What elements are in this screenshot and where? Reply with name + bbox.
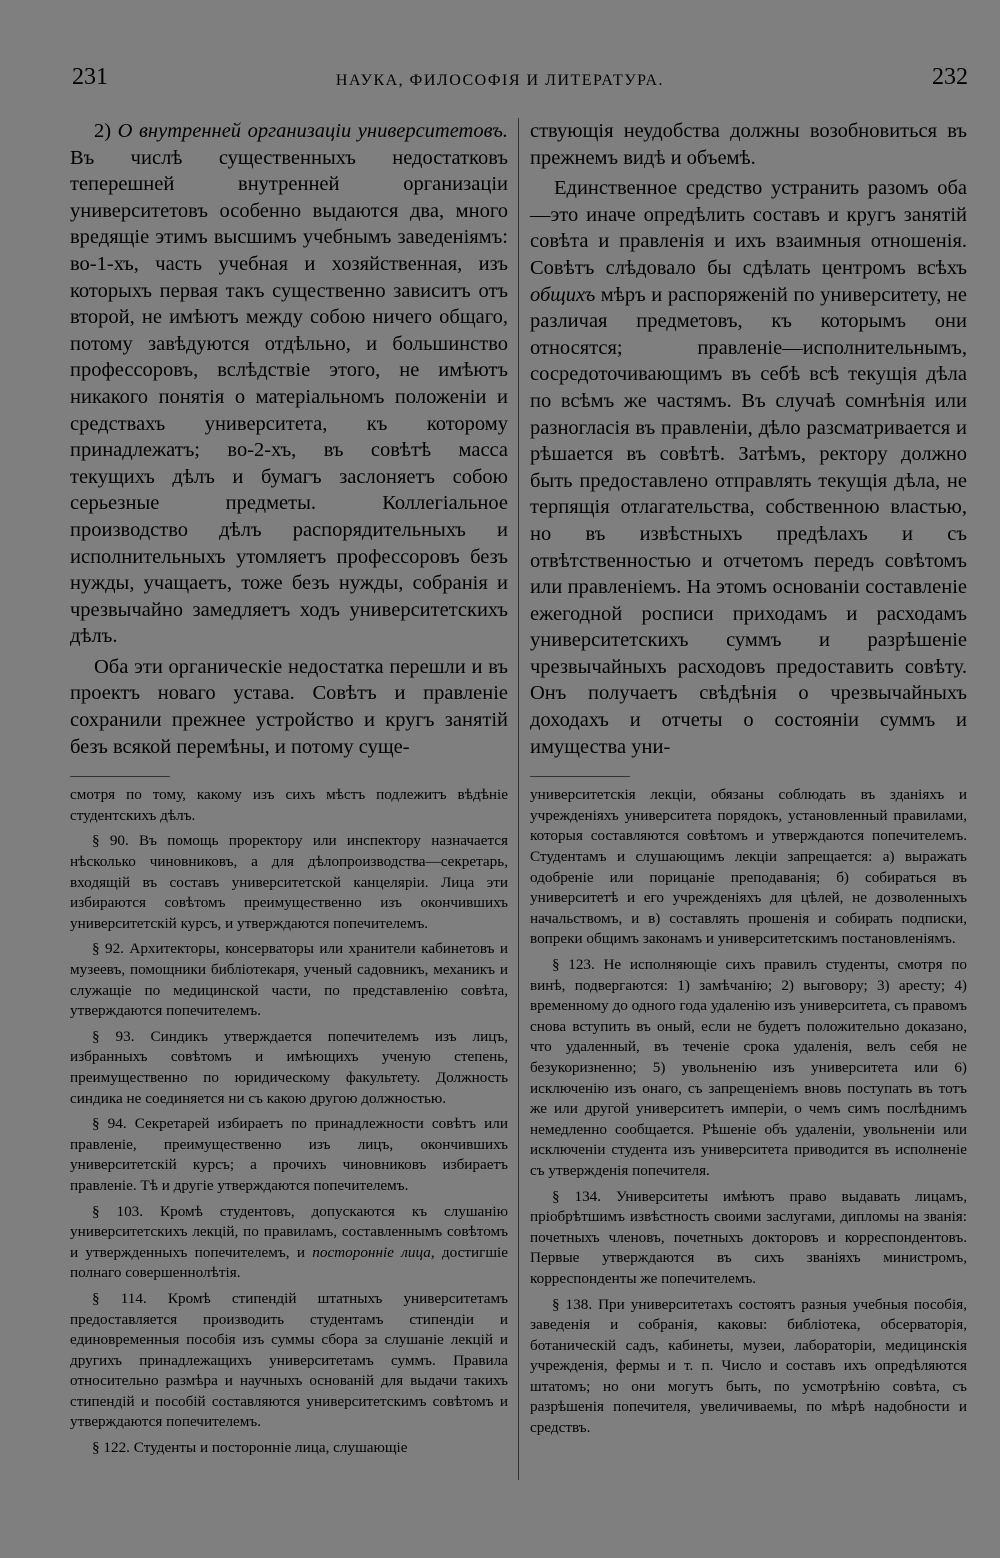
footnote-122-continued: университетскія лекціи, обязаны соблюдать въ зданіяхъ и учрежденіяхъ университета порядокъ, установленный правилами, которыя составляются совѣтомъ и утверждаются попечителемъ. Студентамъ и слушающимъ лекціи запрещается: а) выражать одобреніе или порицаніе преподаванія; б) собираться въ университетѣ и его учрежденіяхъ для цѣлей, не дозволенныхъ начальствомъ, и в) составлять прошенія и собирать подписки, вопреки общимъ законамъ и университетскимъ постановленіямъ. — [530, 786, 967, 948]
right-main-text — [530, 118, 967, 760]
footnote-92: § 92. Архитекторы, консерваторы или хранители кабинетовъ и музеевъ, помощники библіотекаря, ученый садовникъ, механикъ и служащіе по медицинской части, по представленію совѣта, утверждаются попечителемъ. — [70, 940, 508, 1020]
right-footnotes — [530, 785, 967, 1438]
left-main-text — [70, 118, 508, 760]
right-paragraph-1-a: Единственное средство устранить разомъ оба—это иначе опредѣлить составъ и кругъ занятій совѣта и правленія и ихъ взаимныя отношенія. Совѣтъ слѣдовало бы сдѣлать центромъ всѣхъ — [530, 177, 967, 279]
footnote-123: § 123. Не исполняющіе сихъ правилъ студенты, смотря по винѣ, подвергаются: 1) замѣчанію; 2) выговору; 3) аресту; 4) временному до одного года удаленію изъ университета, съ правомъ снова вступить въ оный, если не будетъ положительно доказано, что удаленный, въ теченіе срока удаленія, велъ себя не безукоризненно; 5) увольненію изъ университета или 6) исключенію изъ онаго, съ запрещеніемъ вновь поступать въ тотъ же или другой университетъ имперіи, о чемъ симъ послѣднимъ немедленно сообщается. Рѣшеніе объ удаленіи, увольненіи или исключеніи студента изъ университета приводится въ исполненіе съ утвержденія попечителя. — [530, 956, 967, 1179]
section-heading: О внутренней организаціи университетовъ. — [117, 120, 509, 142]
running-title: НАУКА, ФИЛОСОФІЯ И ЛИТЕРАТУРА. — [335, 72, 665, 89]
right-paragraph-0: ствующія неудобства должны возобновиться въ прежнемъ видѣ и объемѣ. — [530, 120, 967, 169]
column-divider — [518, 118, 519, 1480]
left-footnotes — [70, 785, 508, 1458]
footnote-103-italic: посторонніе лица, — [312, 1243, 435, 1261]
left-paragraph-1 — [70, 118, 508, 650]
page-header — [0, 64, 1000, 104]
right-paragraph-1-italic: общихъ — [530, 283, 596, 306]
footnote-separator — [70, 776, 170, 777]
footnote-103-a: § 103. Кромѣ студентовъ, допускаются къ слушанію университетскихъ лекцій, по правиламъ, составленнымъ совѣтомъ и утвержденныхъ попечителемъ, и — [70, 1202, 508, 1261]
footnote-103 — [70, 1202, 508, 1284]
page-number-right: 232 — [932, 64, 968, 90]
footnote-93: § 93. Синдикъ утверждается попечителемъ изъ лицъ, избранныхъ совѣтомъ и имѣющихъ ученую степень, преимущественно по юридическому факультету. Должность синдика не соединяется ни съ какою другою должностью. — [70, 1027, 508, 1107]
footnote-103-b: достигшіе полнаго совершеннолѣтія. — [70, 1243, 508, 1282]
footnote-separator — [530, 776, 630, 777]
right-paragraph-1 — [530, 175, 967, 760]
footnote-138: § 138. При университетахъ состоятъ разныя учебныя пособія, заведенія и собранія, каковы: библіотека, обсерваторія, ботаническій садъ, кабинеты, музеи, лабораторіи, медицинскія учрежденія, фермы и т. п. Число и составъ ихъ опредѣляются штатомъ; но они могутъ быть, по усмотрѣнію совѣта, съ разрѣшенія попечителя, увеличиваемы, по мѣрѣ надобности и средствъ. — [530, 1295, 967, 1437]
footnote-122: § 122. Студенты и посторонніе лица, слушающіе — [92, 1439, 408, 1457]
right-column — [530, 118, 967, 1444]
left-column — [70, 118, 508, 1464]
footnote-continued: смотря по тому, какому изъ сихъ мѣстъ подлежитъ вѣдѣніе студентскихъ дѣлъ. — [70, 786, 508, 824]
footnote-114: § 114. Кромѣ стипендій штатныхъ университетамъ предоставляется производить студентамъ стипендіи и единовременныя пособія изъ суммы сбора за слушаніе лекцій и другихъ принадлежащихъ университетамъ суммъ. Правила относительно размѣра и научныхъ основаній для выдачи такихъ стипендій и пособій составляются университетскимъ совѣтомъ и утверждаются попечителемъ. — [70, 1289, 508, 1431]
footnote-90: § 90. Въ помощь проректору или инспектору назначается нѣсколько чиновниковъ, а для дѣлопроизводства—секретарь, входящій въ составъ университетской канцеляріи. Лица эти избираются совѣтомъ преимущественно изъ окончившихъ университетскій курсъ, и утверждаются попечителемъ. — [70, 832, 508, 932]
left-paragraph-1-body: Въ числѣ существенныхъ недостатковъ теперешней внутренней организаціи университетовъ особенно выдаются два, много вредящіе этимъ высшимъ учебнымъ заведеніямъ: во-1-хъ, часть учебная и хозяйственная, изъ которыхъ первая такъ существенно зависитъ отъ второй, не имѣютъ между собою ничего общаго, потому завѣдуются отдѣльно, и большинство профессоровъ, вслѣдствіе этого, не имѣютъ никакого понятія о матеріальномъ положеніи и средствахъ университета, къ которому принадлежатъ; во-2-хъ, въ совѣтѣ масса текущихъ дѣлъ и бумагъ заслоняетъ собою серьезные предметы. Коллегіальное производство дѣлъ распорядительныхъ и исполнительныхъ утомляетъ профессоровъ безъ нужды, учащаетъ, тоже безъ нужды, собранія и чрезвычайно замедляетъ ходъ университетскихъ дѣлъ. — [70, 146, 508, 648]
left-paragraph-2: Оба эти органическіе недостатка перешли и въ проектъ новаго устава. Совѣтъ и правленіе сохранили прежнее устройство и кругъ занятій безъ всякой перемѣны, и потому суще- — [70, 655, 508, 758]
page-number-left: 231 — [72, 64, 108, 90]
footnote-134: § 134. Университеты имѣютъ право выдавать лицамъ, пріобрѣтшимъ извѣстность своими заслугами, дипломы на званія: почетныхъ членовъ, почетныхъ докторовъ и корреспондентовъ. Первые утверждаются въ сихъ званіяхъ министромъ, корреспонденты же попечителемъ. — [530, 1187, 967, 1287]
right-paragraph-1-b: мѣръ и распоряженій по университету, не различая предметовъ, къ которымъ они относятся; правленіе—исполнительнымъ, сосредоточивающимъ въ себѣ всѣ текущія дѣла по всѣмъ же частямъ. Въ случаѣ сомнѣнія или разногласія въ правленіи, дѣло разсматривается и рѣшается въ совѣтѣ. Затѣмъ, ректору должно быть предоставлено отправлять текущія дѣла, не терпящія отлагательства, собственною властью, но въ извѣстныхъ предѣлахъ и съ отвѣтственностью и отчетомъ передъ совѣтомъ или правленіемъ. На этомъ основаніи составленіе ежегодной росписи приходамъ и расходамъ университетскихъ суммъ и разрѣшеніе чрезвычайныхъ расходовъ предоставить совѣту. Онъ получаетъ свѣдѣнія о чрезвычайныхъ доходахъ и отчеты о состояніи суммъ и имущества уни- — [530, 283, 967, 758]
section-number: 2) — [94, 120, 118, 142]
footnote-94: § 94. Секретарей избираетъ по принадлежности совѣтъ или правленіе, преимущественно изъ лицъ, окончившихъ университетскій курсъ; а прочихъ чиновниковъ избираетъ правленіе. Тѣ и другіе утверждаются попечителемъ. — [70, 1115, 508, 1194]
